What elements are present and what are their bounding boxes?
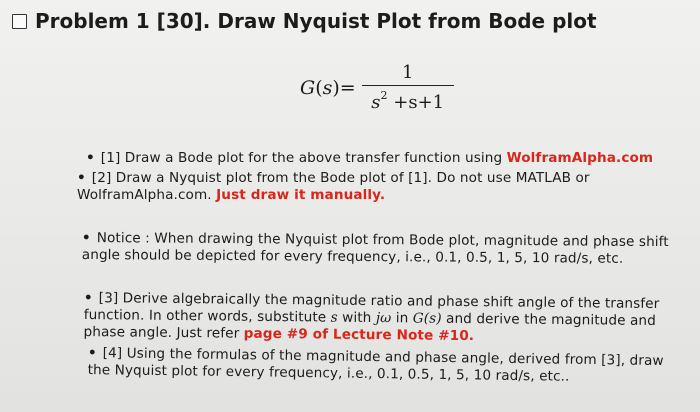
transfer-function-formula xyxy=(300,62,454,113)
notice-text: Notice : When drawing the Nyquist plot from Bode plot, magnitude and phase shift angle should be depicted for every frequency, i.e., 0.1, 0.5, 1, 5, 10 rad/s, etc. xyxy=(81,230,669,267)
checkbox-icon[interactable] xyxy=(12,14,27,29)
notice xyxy=(82,230,687,268)
item-3 xyxy=(83,290,684,347)
formula-fraction xyxy=(362,62,454,113)
symbol-gs: G(s) xyxy=(412,310,442,327)
item-1 xyxy=(86,150,686,167)
bullet: • xyxy=(77,170,86,186)
formula-numerator: 1 xyxy=(401,62,414,83)
symbol-jw: jω xyxy=(375,310,392,327)
item-3-text-d: and derive the magnitude and phase angle. Just refer xyxy=(83,310,656,342)
formula-var: s xyxy=(322,76,333,99)
problem-title xyxy=(12,9,597,33)
item-4 xyxy=(88,345,688,387)
formula-denominator xyxy=(371,86,444,113)
formula-lhs: G(s)= xyxy=(300,76,356,99)
item-4-text: [4] Using the formulas of the magnitude and phase angle, derived from [3], draw the Nyquist plot for every frequency, i.e., 0.1, 0.5, 1, 5, 10 rad/s, etc.. xyxy=(87,345,664,385)
item-2 xyxy=(77,170,677,204)
item-3-emphasis: page #9 of Lecture Note #10. xyxy=(243,325,475,345)
den-s: s xyxy=(371,92,381,114)
bullet: • xyxy=(86,150,95,166)
bullet: • xyxy=(83,290,93,307)
item-2-emphasis: Just draw it manually. xyxy=(216,187,386,203)
title-text: Problem 1 [30]. Draw Nyquist Plot from Bode plot xyxy=(35,9,597,33)
den-exponent: 2 xyxy=(380,89,388,103)
item-3-text-c: in xyxy=(391,310,413,327)
item-2-text: [2] Draw a Nyquist plot from the Bode plot of [1]. Do not use MATLAB or WolframAlpha.com. xyxy=(77,170,590,203)
formula-equals: = xyxy=(339,76,356,99)
item-3-text-b: with xyxy=(337,309,376,327)
item-1-text: [1] Draw a Bode plot for the above transfer function using xyxy=(100,150,507,166)
den-rest: +s+1 xyxy=(387,92,445,114)
formula-func: G xyxy=(300,76,316,99)
symbol-s: s xyxy=(330,309,338,326)
item-3-text-a: [3] Derive algebraically the magnitude ratio and phase shift angle of the transfer function. In other words, substitute xyxy=(83,290,660,326)
wolframalpha-link[interactable]: WolframAlpha.com xyxy=(506,150,654,166)
bullet: • xyxy=(81,230,91,247)
bullet: • xyxy=(87,345,97,362)
